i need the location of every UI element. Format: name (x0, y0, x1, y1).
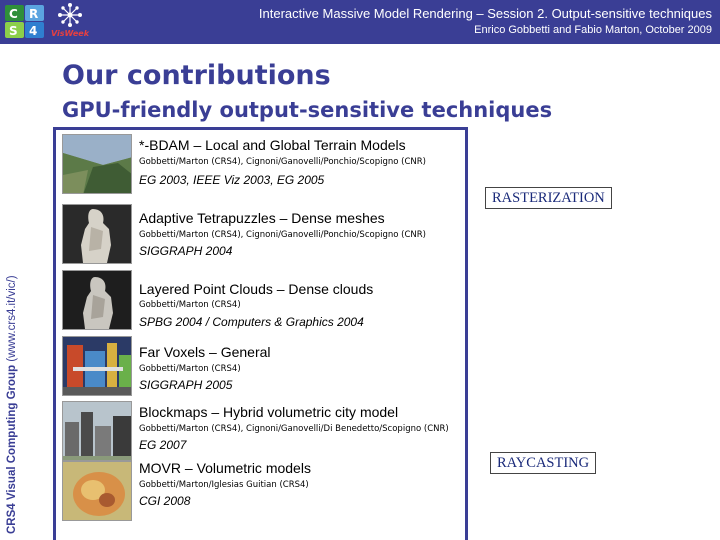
header-subtitle: Enrico Gobbetti and Fabio Marton, October 2009 (474, 24, 712, 36)
city-thumbnail (62, 401, 132, 461)
entry-title: Layered Point Clouds – Dense clouds (139, 281, 374, 297)
entry-title: Adaptive Tetrapuzzles – Dense meshes (139, 210, 385, 226)
entry-authors: Gobbetti/Marton/Iglesias Guitian (CRS4) (139, 480, 309, 490)
header-title: Interactive Massive Model Rendering – Session 2. Output-sensitive techniques (258, 6, 712, 21)
entry-authors: Gobbetti/Marton (CRS4) (139, 364, 241, 374)
statue-mesh-thumbnail (62, 204, 132, 264)
svg-text:S: S (9, 24, 18, 38)
entry-authors: Gobbetti/Marton (CRS4) (139, 300, 241, 310)
svg-text:C: C (9, 7, 18, 21)
svg-text:R: R (29, 7, 39, 21)
volume-thumbnail (62, 461, 132, 521)
entry-venue: SPBG 2004 / Computers & Graphics 2004 (139, 315, 364, 329)
slide-title: Our contributions (62, 60, 331, 91)
rasterization-tag: RASTERIZATION (485, 187, 612, 209)
entry-title: Far Voxels – General (139, 344, 271, 360)
plant-model-thumbnail (62, 336, 132, 396)
statue-points-thumbnail (62, 270, 132, 330)
entry-venue: EG 2007 (139, 438, 187, 452)
entry-title: *-BDAM – Local and Global Terrain Models (139, 137, 406, 153)
entry-venue: CGI 2008 (139, 494, 191, 508)
entry-venue: SIGGRAPH 2004 (139, 244, 233, 258)
entry-venue: SIGGRAPH 2005 (139, 378, 233, 392)
entry-authors: Gobbetti/Marton (CRS4), Cignoni/Ganovelli/Ponchio/Scopigno (CNR) (139, 157, 426, 167)
entry-title: Blockmaps – Hybrid volumetric city model (139, 404, 399, 420)
visweek-logo-text: VisWeek (50, 29, 90, 38)
raycasting-tag: RAYCASTING (490, 452, 596, 474)
entry-venue: EG 2003, IEEE Viz 2003, EG 2005 (139, 173, 325, 187)
header-bar (0, 0, 720, 44)
entry-authors: Gobbetti/Marton (CRS4), Cignoni/Ganovelli/Ponchio/Scopigno (CNR) (139, 230, 426, 240)
terrain-thumbnail (62, 134, 132, 194)
entry-authors: Gobbetti/Marton (CRS4), Cignoni/Ganovelli/Di Benedetto/Scopigno (CNR) (139, 424, 449, 434)
svg-text:4: 4 (29, 24, 38, 38)
crs4-logo (4, 3, 46, 41)
slide-subtitle: GPU-friendly output-sensitive techniques (62, 98, 553, 122)
side-label-url: (www.crs4.it/vic/) (6, 275, 18, 365)
side-label (2, 210, 22, 540)
entry-title: MOVR – Volumetric models (139, 460, 311, 476)
side-label-bold: CRS4 Visual Computing Group (6, 364, 18, 534)
